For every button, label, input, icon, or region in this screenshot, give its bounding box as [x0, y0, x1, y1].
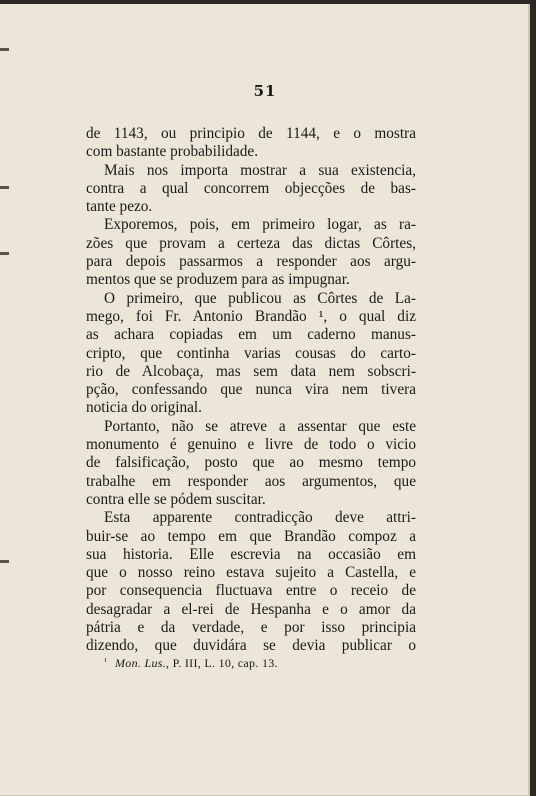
text-line: de 1143, ou principio de 1144, e o mostra: [86, 125, 416, 142]
text-line: mentos que se produzem para as impugnar.: [86, 271, 350, 289]
text-line: rio de Alcobaça, mas sem data nem sobscri-: [86, 362, 416, 380]
footnote: [104, 656, 278, 671]
text-line: desagradar a el-rei de Hespanha e o amor da: [86, 600, 416, 618]
text-line: pátria e da verdade, e por isso principia: [86, 619, 416, 637]
text-line: Mais nos importa mostrar a sua existencia,: [104, 161, 416, 179]
text-line: dizendo, que duvidára se devia publicar o: [86, 637, 416, 655]
text-line: tante pezo.: [86, 198, 153, 216]
text-line: trabalhe em responder aos argumentos, que: [86, 472, 416, 490]
text-line: que o nosso reino estava sujeito a Castella, e: [86, 564, 416, 582]
page-edge-mark: [0, 186, 9, 189]
text-line: por consequencia fluctuava entre o receio de: [86, 582, 416, 600]
text-line: zões que provam a certeza das dictas Côrtes,: [86, 234, 416, 252]
text-line: Portanto, não se atreve a assentar que este: [104, 417, 416, 435]
text-line: mego, foi Fr. Antonio Brandão ¹, o qual diz: [86, 307, 416, 325]
footnote-reference: , P. III, L. 10, cap. 13.: [166, 656, 278, 670]
page-number: 51: [253, 82, 277, 100]
text-line: cripto, que continha varias cousas do carto-: [86, 344, 416, 362]
text-line: sua historia. Elle escrevia na occasião em: [86, 545, 416, 563]
text-line: buir-se ao tempo em que Brandão compoz a: [86, 527, 416, 545]
text-line: com bastante probabilidade.: [86, 143, 259, 161]
text-line: contra elle se pódem suscitar.: [86, 490, 266, 508]
body-text: [86, 125, 416, 656]
text-line: para depois passarmos a responder aos argu-: [86, 253, 416, 271]
footnote-source: Mon. Lus.: [115, 656, 167, 670]
text-line: pção, confessando que nunca vira nem tivera: [86, 381, 416, 399]
page-edge-mark: [0, 48, 9, 51]
text-line: as achara copiadas em um caderno manus-: [86, 326, 416, 344]
text-line: Esta apparente contradicção deve attri-: [104, 509, 416, 527]
book-page: [0, 4, 530, 796]
footnote-mark: ¹: [104, 656, 107, 666]
text-line: noticia do original.: [86, 399, 202, 417]
text-line: O primeiro, que publicou as Côrtes de La-: [104, 289, 416, 307]
text-line: monumento é genuino e livre de todo o vicio: [86, 436, 416, 454]
text-line: de falsificação, posto que ao mesmo tempo: [86, 454, 416, 472]
text-line: contra a qual concorrem objecções de bas-: [86, 179, 416, 197]
page-edge-mark: [0, 560, 9, 563]
page-edge-mark: [0, 252, 9, 255]
text-line: Exporemos, pois, em primeiro logar, as ra-: [104, 216, 416, 234]
